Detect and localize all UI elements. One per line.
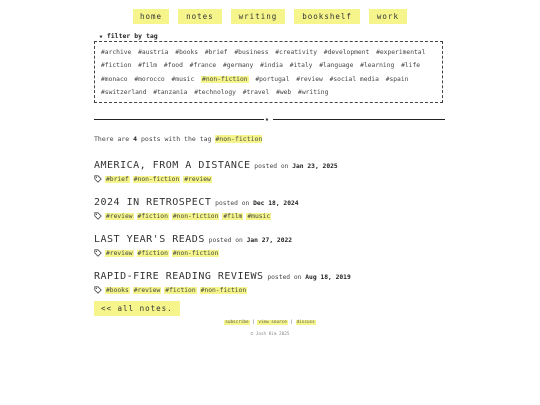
post-title-link[interactable]: 2024 IN RETROSPECT	[94, 197, 212, 208]
filter-tag[interactable]: #tanzania	[153, 89, 188, 97]
filter-tag[interactable]: #fiction	[101, 62, 132, 70]
star-icon: ★	[265, 115, 269, 123]
post-tags	[94, 175, 338, 183]
filter-tag[interactable]: #archive	[101, 49, 132, 56]
filter-tag[interactable]: #france	[189, 62, 217, 70]
nav-work[interactable]: work	[369, 9, 407, 24]
post-item	[94, 264, 351, 294]
post-item	[94, 190, 299, 220]
post-date: Dec 18, 2024	[253, 200, 299, 207]
discuss-link[interactable]: discuss	[296, 320, 315, 325]
post-tag-link[interactable]: #film	[223, 212, 243, 220]
post-tag-link[interactable]: #review	[184, 175, 211, 183]
post-tag-link[interactable]: #fiction	[137, 249, 168, 257]
result-count: 4	[133, 135, 138, 143]
filter-tag[interactable]: #business	[234, 49, 269, 56]
nav-writing[interactable]: writing	[231, 9, 286, 24]
filter-tag[interactable]: #creativity	[275, 49, 317, 56]
nav-notes[interactable]: notes	[178, 9, 222, 24]
filter-tag[interactable]: #film	[138, 62, 158, 70]
post-tag-link[interactable]: #fiction	[137, 212, 168, 220]
tag-filter-box	[94, 41, 443, 103]
post-tags	[94, 212, 299, 220]
post-date: Jan 23, 2025	[292, 163, 338, 170]
filter-tag[interactable]: #travel	[242, 89, 270, 97]
filter-tag[interactable]: #development	[323, 49, 370, 56]
divider-line-right	[273, 119, 445, 120]
filter-tag[interactable]: #monaco	[101, 75, 128, 83]
filter-tag[interactable]: #writing	[298, 89, 329, 97]
filter-tag[interactable]: #technology	[194, 89, 236, 97]
filter-tag[interactable]: #india	[260, 62, 283, 70]
filter-tag[interactable]: #life	[401, 62, 421, 70]
nav-home[interactable]: home	[133, 9, 169, 24]
filter-tag[interactable]: #music	[171, 75, 195, 83]
filter-tag[interactable]: #review	[296, 75, 323, 83]
posted-on-label: posted on	[267, 274, 302, 281]
post-tag-link[interactable]: #review	[106, 212, 133, 220]
post-header	[94, 227, 292, 246]
post-date: Aug 18, 2019	[305, 274, 351, 281]
copyright: © Josh Kim 2025	[250, 332, 290, 337]
post-title-link[interactable]: LAST YEAR'S READS	[94, 234, 205, 245]
post-header	[94, 264, 351, 283]
post-tag-link[interactable]: #books	[106, 286, 129, 294]
tag-icon	[94, 175, 102, 183]
post-meta	[251, 163, 338, 170]
nav-bookshelf[interactable]: bookshelf	[294, 9, 360, 24]
tag-icon	[94, 286, 102, 294]
footer-links	[0, 320, 540, 325]
post-title-link[interactable]: AMERICA, FROM A DISTANCE	[94, 160, 251, 171]
post-title-link[interactable]: RAPID-FIRE READING REVIEWS	[94, 271, 264, 282]
post-header	[94, 153, 338, 172]
post-tag-link[interactable]: #non-fiction	[172, 212, 219, 220]
footer-separator: |	[290, 320, 294, 325]
summary-tag-link[interactable]: #non-fiction	[215, 135, 263, 143]
post-tag-link[interactable]: #brief	[106, 175, 129, 183]
section-divider	[94, 115, 445, 123]
filter-tag[interactable]: #non-fiction	[202, 75, 248, 83]
posted-on-label: posted on	[215, 200, 250, 207]
filter-tag[interactable]: #brief	[204, 49, 228, 56]
tag-icon	[94, 212, 102, 220]
post-item	[94, 153, 338, 183]
post-meta	[205, 237, 292, 244]
summary-prefix: There are	[94, 135, 130, 143]
filter-tag[interactable]: #austria	[138, 49, 169, 56]
filter-tag[interactable]: #experimental	[376, 49, 426, 56]
filter-tag[interactable]: #social media	[329, 75, 379, 83]
subscribe-link[interactable]: subscribe	[225, 320, 249, 325]
post-meta	[264, 274, 351, 281]
post-tags	[94, 249, 292, 257]
filter-tag[interactable]: #web	[276, 89, 292, 97]
post-tag-link[interactable]: #non-fiction	[200, 286, 247, 294]
filter-tag[interactable]: #italy	[289, 62, 313, 70]
view-source-link[interactable]: view source	[258, 320, 287, 325]
post-tag-link[interactable]: #non-fiction	[133, 175, 180, 183]
summary-middle: posts with the tag	[141, 135, 212, 143]
posted-on-label: posted on	[254, 163, 289, 170]
post-tag-link[interactable]: #fiction	[165, 286, 196, 294]
post-meta	[211, 200, 298, 207]
filter-tag[interactable]: #germany	[223, 62, 254, 70]
tag-filter-list	[101, 46, 436, 100]
filter-tag[interactable]: #books	[175, 49, 199, 56]
posted-on-label: posted on	[208, 237, 243, 244]
top-nav	[0, 9, 540, 24]
filter-tag[interactable]: #learning	[360, 62, 395, 70]
post-tag-link[interactable]: #review	[133, 286, 161, 294]
filter-tag[interactable]: #portugal	[255, 75, 290, 83]
post-tags	[94, 286, 351, 294]
post-date: Jan 27, 2022	[246, 237, 293, 244]
filter-tag[interactable]: #switzerland	[101, 89, 147, 97]
post-tag-link[interactable]: #review	[106, 249, 133, 257]
filter-tag[interactable]: #spain	[385, 75, 409, 83]
filter-title: ★ filter by tag	[99, 32, 158, 40]
divider-line-left	[94, 119, 264, 120]
tag-icon	[94, 249, 102, 257]
all-notes-button[interactable]: << all notes.	[94, 301, 180, 316]
filter-tag[interactable]: #food	[163, 62, 183, 70]
post-tag-link[interactable]: #non-fiction	[172, 249, 219, 257]
filter-tag[interactable]: #morocco	[134, 75, 165, 83]
filter-tag[interactable]: #language	[319, 62, 354, 70]
post-header	[94, 190, 299, 209]
results-summary	[94, 135, 262, 143]
post-tag-link[interactable]: #music	[247, 212, 271, 220]
post-item	[94, 227, 292, 257]
footer-separator: |	[252, 320, 255, 325]
